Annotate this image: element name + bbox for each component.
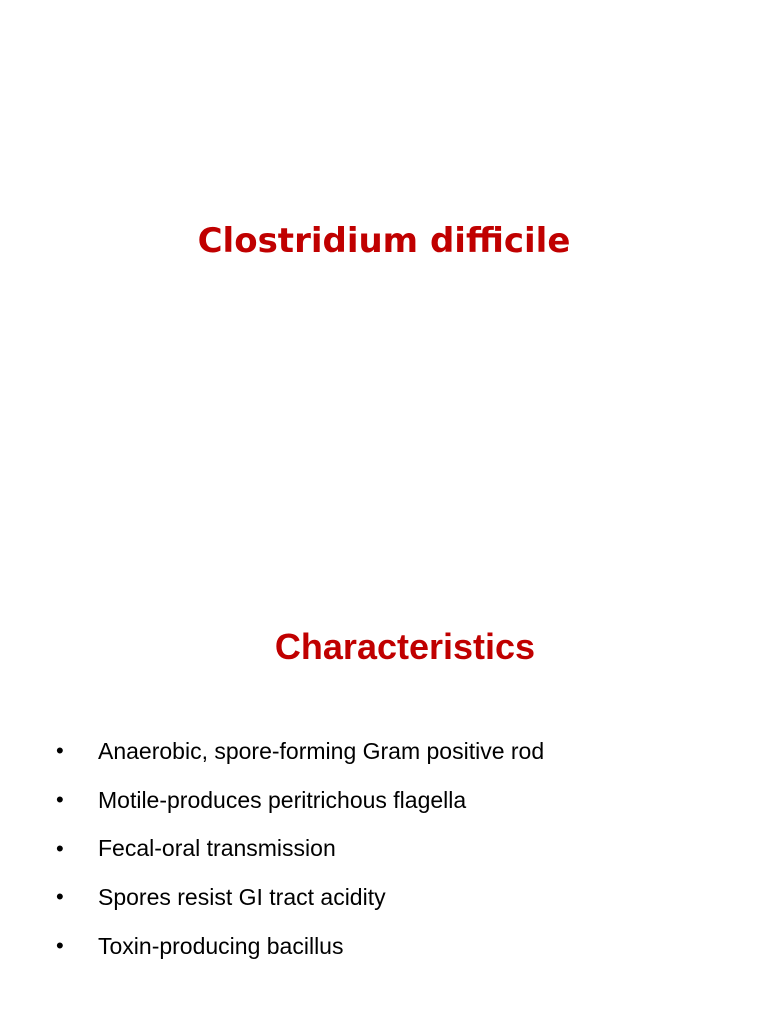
- bullet-text: Toxin-producing bacillus: [98, 932, 344, 959]
- section-heading: Characteristics: [274, 626, 536, 667]
- list-item: [56, 824, 736, 873]
- bullet-icon: •: [56, 933, 64, 959]
- bullet-text: Motile-produces peritrichous flagella: [98, 786, 467, 813]
- list-item: [56, 922, 736, 971]
- bullet-icon: •: [56, 835, 64, 861]
- bullet-text: Spores resist GI tract acidity: [98, 883, 386, 910]
- list-item: [56, 776, 736, 825]
- bullet-list: [56, 727, 736, 970]
- bullet-text: Anaerobic, spore-forming Gram positive rod: [98, 737, 545, 764]
- bullet-text: Fecal-oral transmission: [98, 835, 336, 862]
- bullet-icon: •: [56, 738, 64, 764]
- list-item: [56, 873, 736, 922]
- list-item: [56, 727, 736, 776]
- bullet-icon: •: [56, 884, 64, 910]
- slide-title: Clostridium difficile: [197, 221, 571, 261]
- bullet-icon: •: [56, 787, 64, 813]
